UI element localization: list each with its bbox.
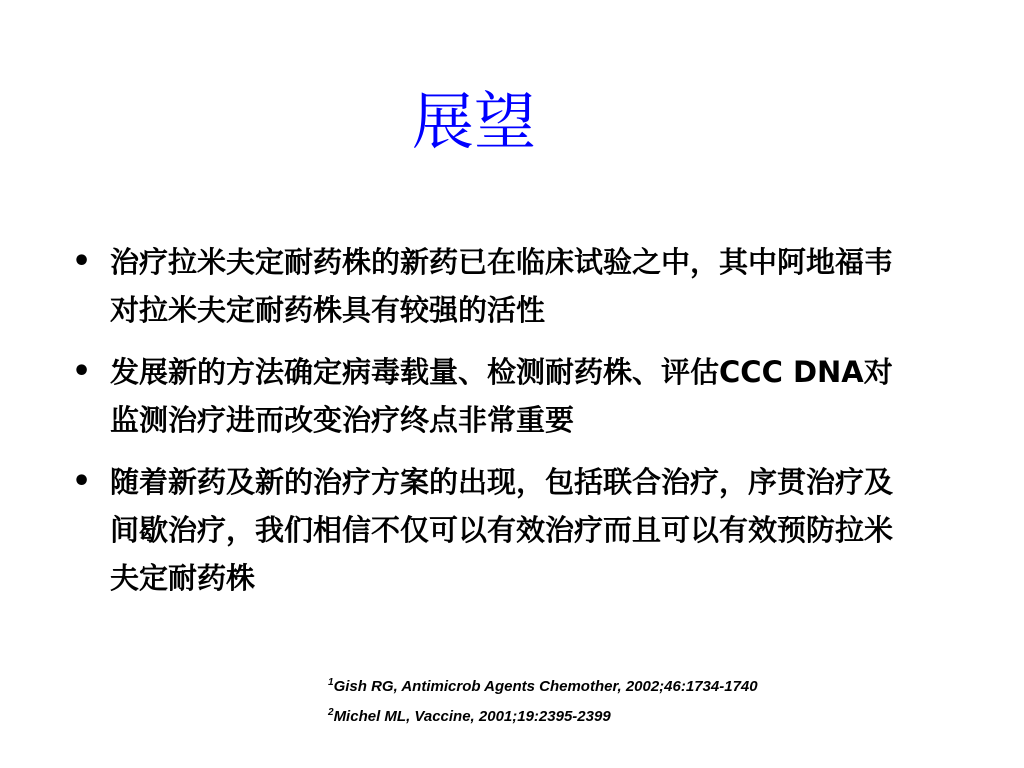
bullet-item <box>72 348 922 444</box>
bullet-text: 随着新药及新的治疗方案的出现，包括联合治疗，序贯治疗及间歇治疗，我们相信不仅可以有效治疗而且可以有效预防拉米夫定耐药株 <box>110 465 894 595</box>
reference-text: Gish RG, Antimicrob Agents Chemother, 2002;46:1734-1740 <box>333 678 758 695</box>
reference-item <box>328 702 928 732</box>
references <box>328 672 928 732</box>
bullet-text: 治疗拉米夫定耐药株的新药已在临床试验之中，其中阿地福韦对拉米夫定耐药株具有较强的活性 <box>110 245 894 327</box>
bullet-item <box>72 238 922 334</box>
reference-text: Michel ML, Vaccine, 2001;19:2395-2399 <box>333 708 611 725</box>
bullet-marker: • <box>72 244 92 279</box>
bullet-marker: • <box>72 464 92 499</box>
reference-item <box>328 672 928 702</box>
slide-title: 展望 <box>411 85 536 158</box>
bullet-text: 发展新的方法确定病毒载量、检测耐药株、评估CCC DNA对监测治疗进而改变治疗终点非常重要 <box>110 355 893 437</box>
reference-number: 2 <box>328 707 334 718</box>
bullet-item <box>72 458 922 602</box>
bullet-marker: • <box>72 354 92 389</box>
reference-number: 1 <box>328 677 334 688</box>
bullet-list <box>72 238 922 616</box>
